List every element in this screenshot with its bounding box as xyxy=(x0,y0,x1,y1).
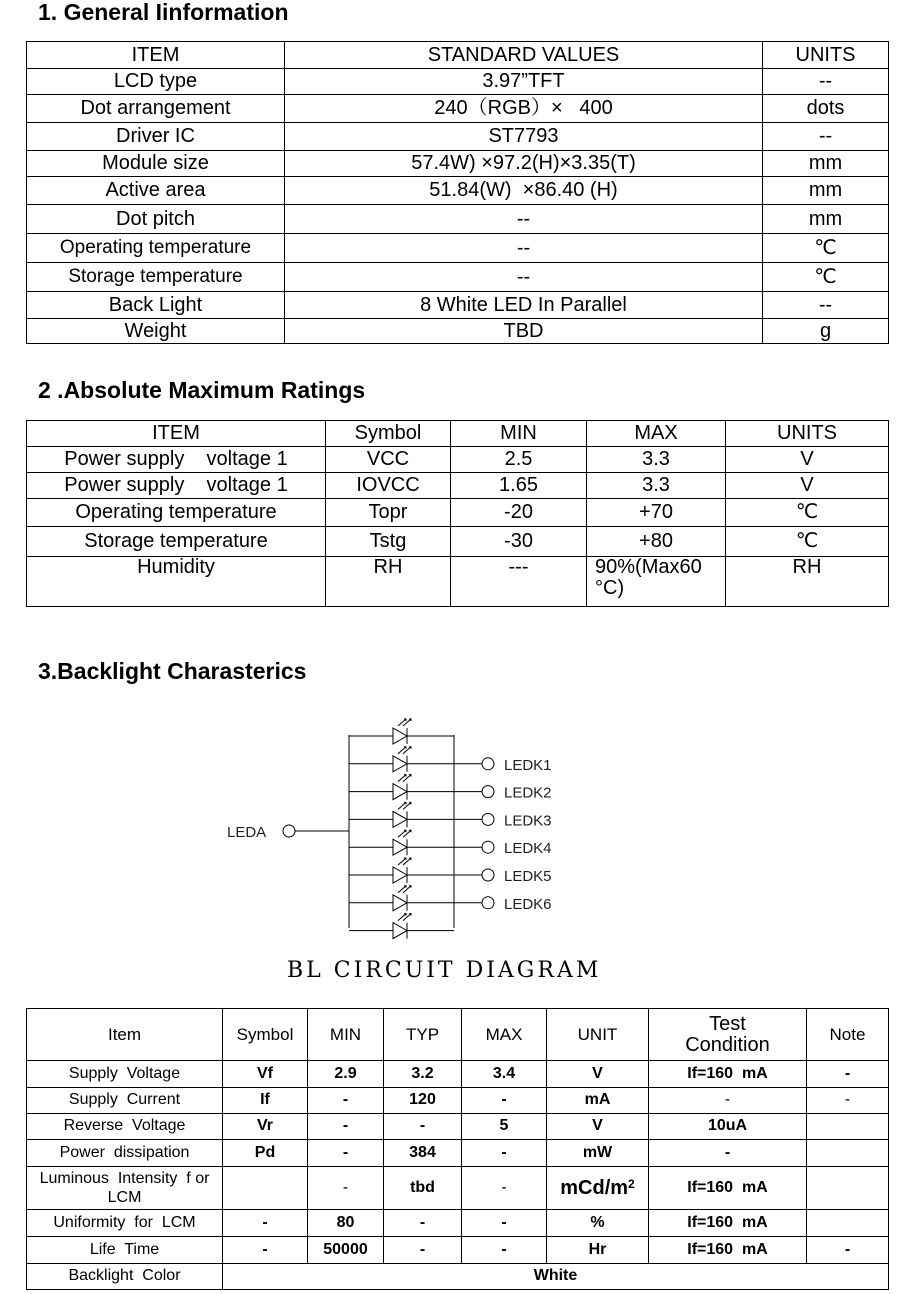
note-cell: - xyxy=(807,1088,889,1114)
table-row xyxy=(27,69,889,95)
min-cell: 80 xyxy=(308,1210,384,1237)
table-row xyxy=(27,234,889,263)
table-row xyxy=(27,205,889,234)
cathode-label: LEDK6 xyxy=(504,895,552,913)
typ-cell: - xyxy=(384,1237,462,1264)
min-cell: -30 xyxy=(451,527,587,557)
unit-cell: RH xyxy=(726,557,889,607)
condition-cell: If=160 mA xyxy=(649,1167,807,1210)
max-cell: 3.3 xyxy=(587,473,726,499)
unit-cell: V xyxy=(726,447,889,473)
table-row xyxy=(27,319,889,344)
cathode-terminal xyxy=(454,868,552,885)
header-cell: ITEM xyxy=(27,421,326,447)
table-row xyxy=(27,123,889,151)
table-header-row xyxy=(27,1009,889,1061)
led-diode-icon xyxy=(349,719,454,744)
section1-title: 1. General Iinformation xyxy=(38,0,289,25)
backlight-characteristics-table xyxy=(26,1008,889,1290)
header-cell: MAX xyxy=(462,1009,547,1061)
table-row xyxy=(27,1114,889,1140)
unit-cell: g xyxy=(763,319,889,344)
item-cell: Dot arrangement xyxy=(27,95,285,123)
header-cell: TYP xyxy=(384,1009,462,1061)
table-row xyxy=(27,1210,889,1237)
max-cell: - xyxy=(462,1140,547,1167)
cathode-terminal xyxy=(454,785,552,802)
table-row xyxy=(27,177,889,205)
condition-cell: If=160 mA xyxy=(649,1237,807,1264)
item-cell: Backlight Color xyxy=(27,1264,223,1290)
min-cell: - xyxy=(308,1140,384,1167)
unit-cell: -- xyxy=(763,69,889,95)
item-cell: Storage temperature xyxy=(27,527,326,557)
max-cell: 5 xyxy=(462,1114,547,1140)
symbol-cell: RH xyxy=(326,557,451,607)
table-row xyxy=(27,1264,889,1290)
table-row xyxy=(27,447,889,473)
cathode-terminal xyxy=(454,896,552,913)
unit-cell: V xyxy=(547,1114,649,1140)
max-cell: - xyxy=(462,1088,547,1114)
backlight-circuit-diagram xyxy=(220,710,580,945)
note-cell: - xyxy=(807,1061,889,1088)
value-cell: 8 White LED In Parallel xyxy=(285,292,763,319)
symbol-cell: If xyxy=(223,1088,308,1114)
unit-cell: -- xyxy=(763,123,889,151)
value-cell: ST7793 xyxy=(285,123,763,151)
led-diode-icon xyxy=(349,830,454,855)
value-cell: TBD xyxy=(285,319,763,344)
condition-cell: 10uA xyxy=(649,1114,807,1140)
item-cell: Supply Current xyxy=(27,1088,223,1114)
condition-cell: - xyxy=(649,1140,807,1167)
min-cell: - xyxy=(308,1114,384,1140)
unit-cell: V xyxy=(726,473,889,499)
value-cell: -- xyxy=(285,234,763,263)
item-cell: Reverse Voltage xyxy=(27,1114,223,1140)
item-cell: Life Time xyxy=(27,1237,223,1264)
anode-label: LEDA xyxy=(227,824,267,841)
value-cell: -- xyxy=(285,205,763,234)
table-row xyxy=(27,1167,889,1210)
item-cell: Module size xyxy=(27,151,285,177)
min-cell: - xyxy=(308,1088,384,1114)
symbol-cell: - xyxy=(223,1237,308,1264)
typ-cell: - xyxy=(384,1210,462,1237)
unit-cell: ℃ xyxy=(763,263,889,292)
unit-cell: Hr xyxy=(547,1237,649,1264)
condition-cell: - xyxy=(649,1088,807,1114)
value-cell: 240（RGB）× 400 xyxy=(285,95,763,123)
table-row xyxy=(27,95,889,123)
cathode-label: LEDK4 xyxy=(504,840,552,858)
header-cell: MIN xyxy=(308,1009,384,1061)
table-header-row xyxy=(27,421,889,447)
header-cell: UNITS xyxy=(763,42,889,69)
unit-cell xyxy=(547,1167,649,1210)
unit-cell: ℃ xyxy=(726,499,889,527)
general-information-table xyxy=(26,41,889,344)
backlight-color-value: White xyxy=(223,1264,889,1290)
symbol-cell: - xyxy=(223,1210,308,1237)
led-array xyxy=(349,719,454,939)
header-cell: MAX xyxy=(587,421,726,447)
unit-cell: mm xyxy=(763,177,889,205)
typ-cell: - xyxy=(384,1114,462,1140)
item-cell: LCD type xyxy=(27,69,285,95)
symbol-cell: Topr xyxy=(326,499,451,527)
header-cell: UNIT xyxy=(547,1009,649,1061)
typ-cell: 120 xyxy=(384,1088,462,1114)
max-cell: +80 xyxy=(587,527,726,557)
header-cell: ITEM xyxy=(27,42,285,69)
unit-cell: ℃ xyxy=(726,527,889,557)
item-cell: Dot pitch xyxy=(27,205,285,234)
value-cell: 57.4W) ×97.2(H)×3.35(T) xyxy=(285,151,763,177)
table-row xyxy=(27,263,889,292)
table-row xyxy=(27,527,889,557)
item-cell: Weight xyxy=(27,319,285,344)
led-diode-icon xyxy=(349,858,454,883)
max-cell: - xyxy=(462,1237,547,1264)
header-cell: STANDARD VALUES xyxy=(285,42,763,69)
symbol-cell: IOVCC xyxy=(326,473,451,499)
unit-cell: % xyxy=(547,1210,649,1237)
unit-cell: -- xyxy=(763,292,889,319)
min-cell: - xyxy=(308,1167,384,1210)
max-cell: - xyxy=(462,1167,547,1210)
cathode-terminal xyxy=(454,812,552,829)
min-cell: 50000 xyxy=(308,1237,384,1264)
typ-cell: tbd xyxy=(384,1167,462,1210)
min-cell: --- xyxy=(451,557,587,607)
unit-cell: ℃ xyxy=(763,234,889,263)
unit-cell: V xyxy=(547,1061,649,1088)
table-row xyxy=(27,473,889,499)
condition-cell: If=160 mA xyxy=(649,1061,807,1088)
max-cell: - xyxy=(462,1210,547,1237)
header-cell: UNITS xyxy=(726,421,889,447)
max-cell: 90%(Max60 °C) xyxy=(587,557,726,607)
note-cell: - xyxy=(807,1237,889,1264)
item-cell: Humidity xyxy=(27,557,326,607)
table-row xyxy=(27,1088,889,1114)
led-diode-icon xyxy=(349,914,454,939)
item-cell: Active area xyxy=(27,177,285,205)
anode-terminal xyxy=(283,825,295,837)
item-cell: Power supply voltage 1 xyxy=(27,473,326,499)
table-row xyxy=(27,499,889,527)
diagram-caption: BL CIRCUIT DIAGRAM xyxy=(287,958,602,983)
cathode-label: LEDK3 xyxy=(504,812,552,830)
note-cell xyxy=(807,1167,889,1210)
note-cell xyxy=(807,1210,889,1237)
table-row xyxy=(27,1237,889,1264)
unit-text: mCd/m xyxy=(560,1176,629,1199)
min-cell: 2.5 xyxy=(451,447,587,473)
max-cell: 3.3 xyxy=(587,447,726,473)
absolute-maximum-ratings-table xyxy=(26,420,889,607)
unit-cell: mA xyxy=(547,1088,649,1114)
symbol-cell: Vr xyxy=(223,1114,308,1140)
max-cell: 3.4 xyxy=(462,1061,547,1088)
item-cell: Back Light xyxy=(27,292,285,319)
unit-superscript: 2 xyxy=(628,1176,635,1191)
item-cell: Supply Voltage xyxy=(27,1061,223,1088)
max-cell: +70 xyxy=(587,499,726,527)
min-cell: 2.9 xyxy=(308,1061,384,1088)
symbol-cell xyxy=(223,1167,308,1210)
min-cell: -20 xyxy=(451,499,587,527)
header-cell: Symbol xyxy=(326,421,451,447)
symbol-cell: Tstg xyxy=(326,527,451,557)
led-diode-icon xyxy=(349,747,454,772)
unit-cell: mm xyxy=(763,205,889,234)
led-diode-icon xyxy=(349,775,454,800)
typ-cell: 384 xyxy=(384,1140,462,1167)
cathode-label: LEDK1 xyxy=(504,756,552,774)
typ-cell: 3.2 xyxy=(384,1061,462,1088)
item-cell: Storage temperature xyxy=(27,263,285,292)
value-cell: 3.97”TFT xyxy=(285,69,763,95)
led-diode-icon xyxy=(349,802,454,827)
min-cell: 1.65 xyxy=(451,473,587,499)
symbol-cell: Vf xyxy=(223,1061,308,1088)
unit-cell: mm xyxy=(763,151,889,177)
cathode-label: LEDK2 xyxy=(504,784,552,802)
item-cell: Power supply voltage 1 xyxy=(27,447,326,473)
value-cell: -- xyxy=(285,263,763,292)
header-cell: Item xyxy=(27,1009,223,1061)
section2-title: 2 .Absolute Maximum Ratings xyxy=(38,377,366,403)
table-header-row xyxy=(27,42,889,69)
unit-cell: dots xyxy=(763,95,889,123)
table-row xyxy=(27,151,889,177)
symbol-cell: Pd xyxy=(223,1140,308,1167)
cathode-terminal xyxy=(454,840,552,857)
table-row xyxy=(27,1140,889,1167)
header-cell: Test Condition xyxy=(649,1009,807,1061)
unit-cell: mW xyxy=(547,1140,649,1167)
cathode-terminals xyxy=(454,757,552,913)
led-diode-icon xyxy=(349,886,454,911)
header-cell: Note xyxy=(807,1009,889,1061)
header-cell: MIN xyxy=(451,421,587,447)
item-cell: Operating temperature xyxy=(27,234,285,263)
item-cell: Operating temperature xyxy=(27,499,326,527)
cathode-label: LEDK5 xyxy=(504,868,552,885)
note-cell xyxy=(807,1140,889,1167)
table-row xyxy=(27,557,889,607)
symbol-cell: VCC xyxy=(326,447,451,473)
item-cell: Luminous Intensity f or LCM xyxy=(27,1167,223,1210)
condition-cell: If=160 mA xyxy=(649,1210,807,1237)
item-cell: Driver IC xyxy=(27,123,285,151)
table-row xyxy=(27,292,889,319)
item-cell: Uniformity for LCM xyxy=(27,1210,223,1237)
note-cell xyxy=(807,1114,889,1140)
section3-title: 3.Backlight Charasterics xyxy=(38,658,307,684)
header-cell: Symbol xyxy=(223,1009,308,1061)
value-cell: 51.84(W) ×86.40 (H) xyxy=(285,177,763,205)
table-row xyxy=(27,1061,889,1088)
item-cell: Power dissipation xyxy=(27,1140,223,1167)
cathode-terminal xyxy=(454,757,552,774)
